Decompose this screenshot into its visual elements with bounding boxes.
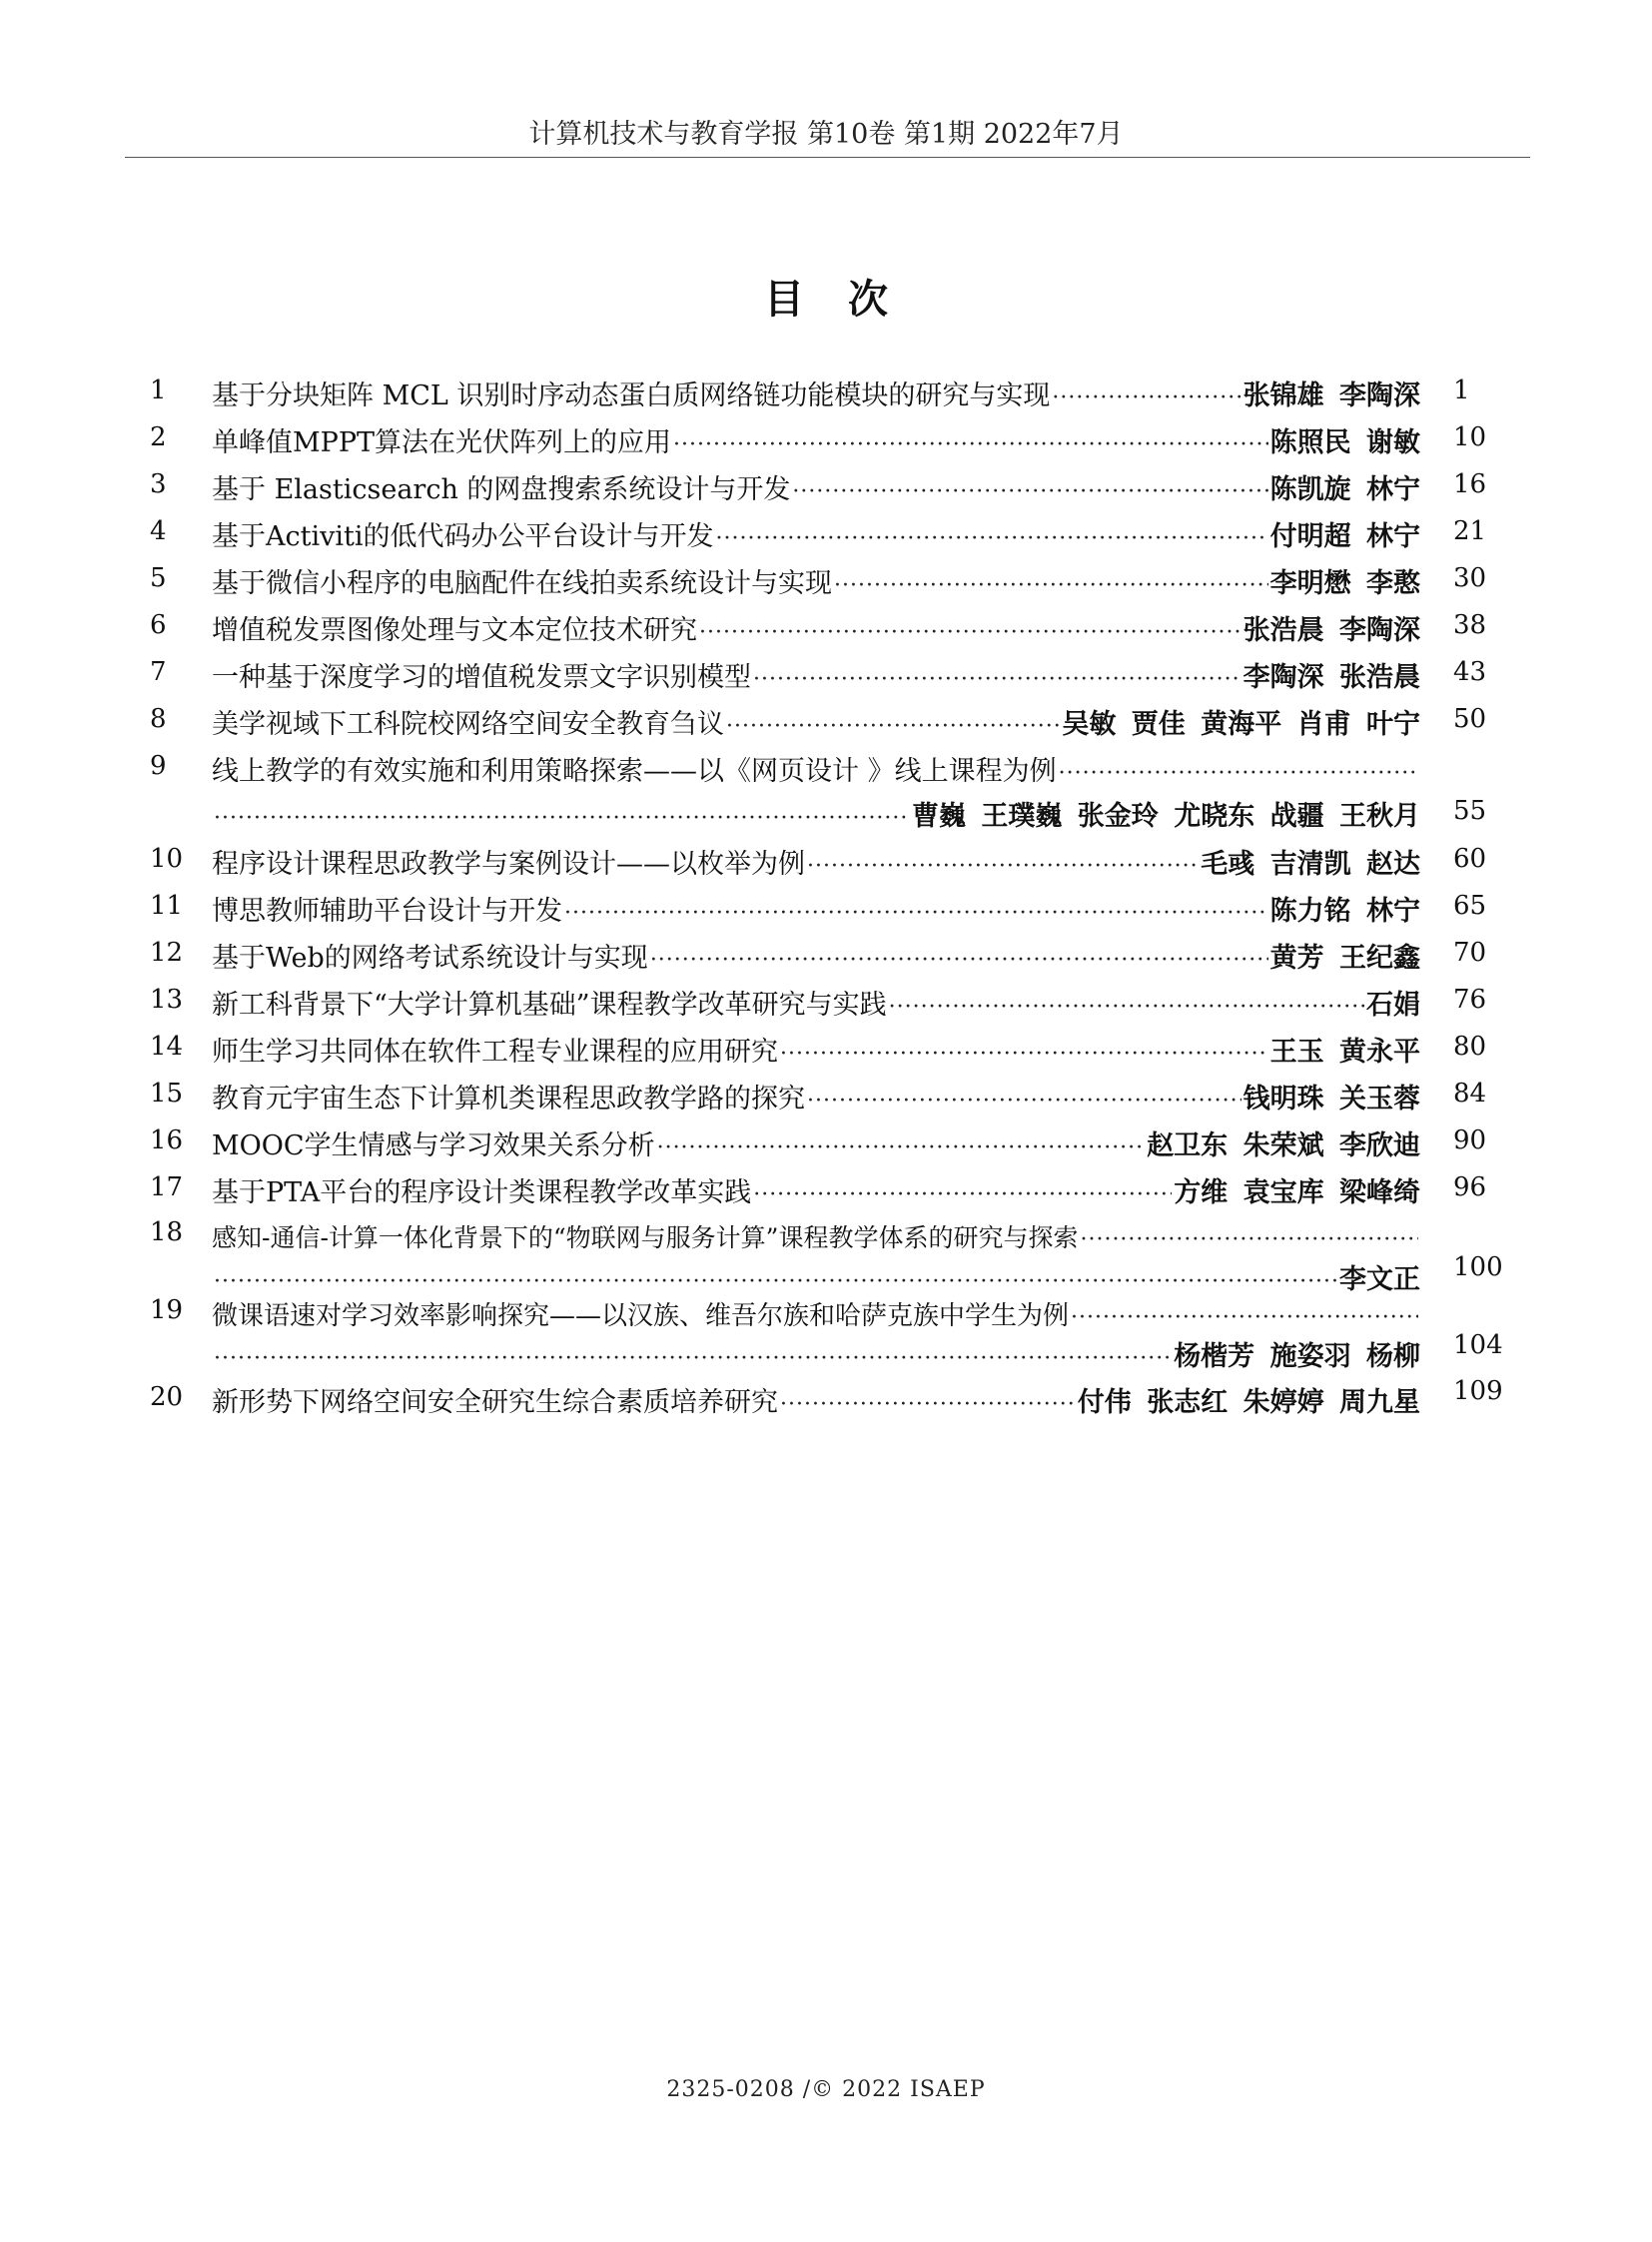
leader-dots [564,899,1268,929]
leader-dots [1080,1225,1418,1255]
entry-number: 1 [150,375,167,405]
entry-title: 一种基于深度学习的增值税发票文字识别模型 [212,662,751,693]
entry-title: 基于PTA平台的程序设计类课程教学改革实践 [212,1177,752,1208]
toc-entry[interactable] [212,1077,1420,1117]
leader-dots [780,1040,1268,1070]
toc-entry[interactable] [212,1170,1420,1210]
entry-number: 20 [150,1382,184,1412]
entry-page: 1 [1453,375,1470,405]
entry-title: 线上教学的有效实施和利用策略探索——以《网页设计 》线上课程为例 [212,756,1057,787]
entry-page: 90 [1453,1125,1487,1155]
entry-number: 14 [150,1032,184,1062]
entry-number: 8 [150,704,167,734]
entry-page: 50 [1453,704,1487,734]
entry-page: 104 [1453,1330,1503,1360]
entry-title: 单峰值MPPT算法在光伏阵列上的应用 [212,427,671,458]
entry-number: 11 [150,891,184,921]
leader-dots [1059,759,1418,789]
leader-dots [780,1390,1076,1420]
entry-number: 4 [150,516,167,546]
toc-entry[interactable] [212,983,1420,1023]
entry-authors: 付明超 林宁 [1269,521,1420,552]
leader-dots [834,571,1268,601]
entry-page: 16 [1453,469,1487,499]
toc-entry[interactable] [212,1293,1420,1333]
entry-title: 基于Web的网络考试系统设计与实现 [212,943,648,974]
toc-entry-continuation[interactable] [212,794,1420,834]
entry-number: 5 [150,563,167,593]
entry-authors: 方维 袁宝库 梁峰绮 [1174,1177,1420,1208]
leader-dots [214,1344,1172,1374]
entry-authors: 陈照民 谢敏 [1269,427,1420,458]
entry-title: 微课语速对学习效率影响探究——以汉族、维吾尔族和哈萨克族中学生为例 [212,1301,1070,1331]
toc-entry[interactable] [212,1215,1420,1255]
toc-entry[interactable] [212,655,1420,695]
entry-page: 100 [1453,1252,1503,1282]
entry-title: 基于Activiti的低代码办公平台设计与开发 [212,521,714,552]
entry-title: 基于 Elasticsearch 的网盘搜索系统设计与开发 [212,474,791,505]
entry-authors: 张浩晨 李陶深 [1242,615,1420,646]
entry-authors: 陈凯旋 林宁 [1269,474,1420,505]
entry-title: 师生学习共同体在软件工程专业课程的应用研究 [212,1037,778,1068]
toc-entry[interactable] [212,1030,1420,1070]
entry-authors: 李明懋 李憨 [1269,568,1420,599]
leader-dots [807,852,1199,882]
entry-number: 2 [150,422,167,452]
leader-dots [1052,383,1240,413]
leader-dots [753,665,1241,695]
entry-authors: 毛彧 吉清凯 赵达 [1201,849,1420,880]
entry-page: 43 [1453,657,1487,687]
entry-page: 38 [1453,610,1487,640]
entry-authors: 陈力铭 林宁 [1269,896,1420,927]
leader-dots [673,430,1268,460]
leader-dots [657,1133,1146,1163]
entry-authors: 黄芳 王纪鑫 [1269,943,1420,974]
leader-dots [715,524,1267,554]
toc-entry[interactable] [212,561,1420,601]
entry-number: 19 [150,1295,184,1325]
toc-title: 目次 [764,277,932,323]
entry-page: 10 [1453,422,1487,452]
leader-dots [214,804,910,834]
entry-authors: 付伟 张志红 朱婷婷 周九星 [1077,1387,1420,1418]
entry-title: 增值税发票图像处理与文本定位技术研究 [212,615,697,646]
entry-page: 80 [1453,1032,1487,1062]
leader-dots [753,1180,1172,1210]
entry-page: 65 [1453,891,1487,921]
entry-number: 17 [150,1172,184,1202]
entry-number: 16 [150,1125,184,1155]
leader-dots [889,993,1364,1023]
entry-page: 109 [1453,1376,1503,1406]
toc-entry[interactable] [212,420,1420,460]
entry-authors: 钱明珠 关玉蓉 [1242,1084,1420,1115]
toc-entry[interactable] [212,608,1420,648]
leader-dots [726,712,1060,742]
entry-authors: 李文正 [1339,1264,1420,1295]
leader-dots [807,1087,1241,1117]
entry-authors: 王玉 黄永平 [1269,1037,1420,1068]
toc-entry[interactable] [212,467,1420,507]
toc-entry[interactable] [212,374,1420,413]
toc-entry[interactable] [212,749,1420,789]
leader-dots [792,477,1267,507]
toc-entry-continuation[interactable] [212,1257,1420,1297]
toc-entry[interactable] [212,1123,1420,1163]
entry-title: 感知-通信-计算一体化背景下的“物联网与服务计算”课程教学体系的研究与探索 [212,1223,1079,1252]
entry-number: 3 [150,469,167,499]
entry-authors: 赵卫东 朱荣斌 李欣迪 [1147,1130,1420,1161]
toc-entry[interactable] [212,702,1420,742]
toc-entry[interactable] [212,1380,1420,1420]
entry-authors: 李陶深 张浩晨 [1242,662,1420,693]
entry-number: 10 [150,844,184,874]
running-header: 计算机技术与教育学报 第10卷 第1期 2022年7月 [528,119,1124,150]
entry-title: 基于微信小程序的电脑配件在线拍卖系统设计与实现 [212,568,832,599]
entry-page: 21 [1453,516,1487,546]
entry-page: 70 [1453,938,1487,968]
page-footer: 2325-0208 /© 2022 ISAEP [666,2077,986,2102]
entry-title: 教育元宇宙生态下计算机类课程思政教学路的探究 [212,1084,805,1115]
entry-title: 美学视域下工科院校网络空间安全教育刍议 [212,709,724,740]
header-divider [125,157,1530,158]
entry-authors: 张锦雄 李陶深 [1242,380,1420,411]
entry-page: 84 [1453,1079,1487,1109]
toc-entry-continuation[interactable] [212,1334,1420,1374]
entry-title: 新工科背景下“大学计算机基础”课程教学改革研究与实践 [212,990,887,1021]
entry-number: 15 [150,1079,184,1109]
entry-page: 60 [1453,844,1487,874]
entry-number: 12 [150,938,184,968]
entry-title: MOOC学生情感与学习效果关系分析 [212,1130,655,1161]
leader-dots [1071,1303,1418,1333]
entry-authors: 杨楷芳 施姿羽 杨柳 [1174,1341,1420,1372]
toc-entry[interactable] [212,514,1420,554]
entry-number: 9 [150,751,167,781]
entry-page: 55 [1453,796,1487,826]
entry-page: 30 [1453,563,1487,593]
entry-authors: 吴敏 贾佳 黄海平 肖甫 叶宁 [1062,709,1420,740]
leader-dots [650,946,1268,976]
entry-number: 18 [150,1217,184,1247]
entry-number: 7 [150,657,167,687]
entry-number: 6 [150,610,167,640]
entry-page: 76 [1453,985,1487,1015]
entry-title: 博思教师辅助平台设计与开发 [212,896,562,927]
entry-title: 基于分块矩阵 MCL 识别时序动态蛋白质网络链功能模块的研究与实现 [212,380,1051,411]
entry-page: 96 [1453,1172,1487,1202]
toc-entry[interactable] [212,889,1420,929]
entry-title: 新形势下网络空间安全研究生综合素质培养研究 [212,1387,778,1418]
toc-entry[interactable] [212,936,1420,976]
entry-authors: 曹巍 王璞巍 张金玲 尤晓东 战疆 王秋月 [912,801,1420,832]
entry-title: 程序设计课程思政教学与案例设计——以枚举为例 [212,849,805,880]
leader-dots [699,618,1241,648]
entry-number: 13 [150,985,184,1015]
toc-entry[interactable] [212,842,1420,882]
entry-authors: 石娟 [1366,990,1420,1021]
